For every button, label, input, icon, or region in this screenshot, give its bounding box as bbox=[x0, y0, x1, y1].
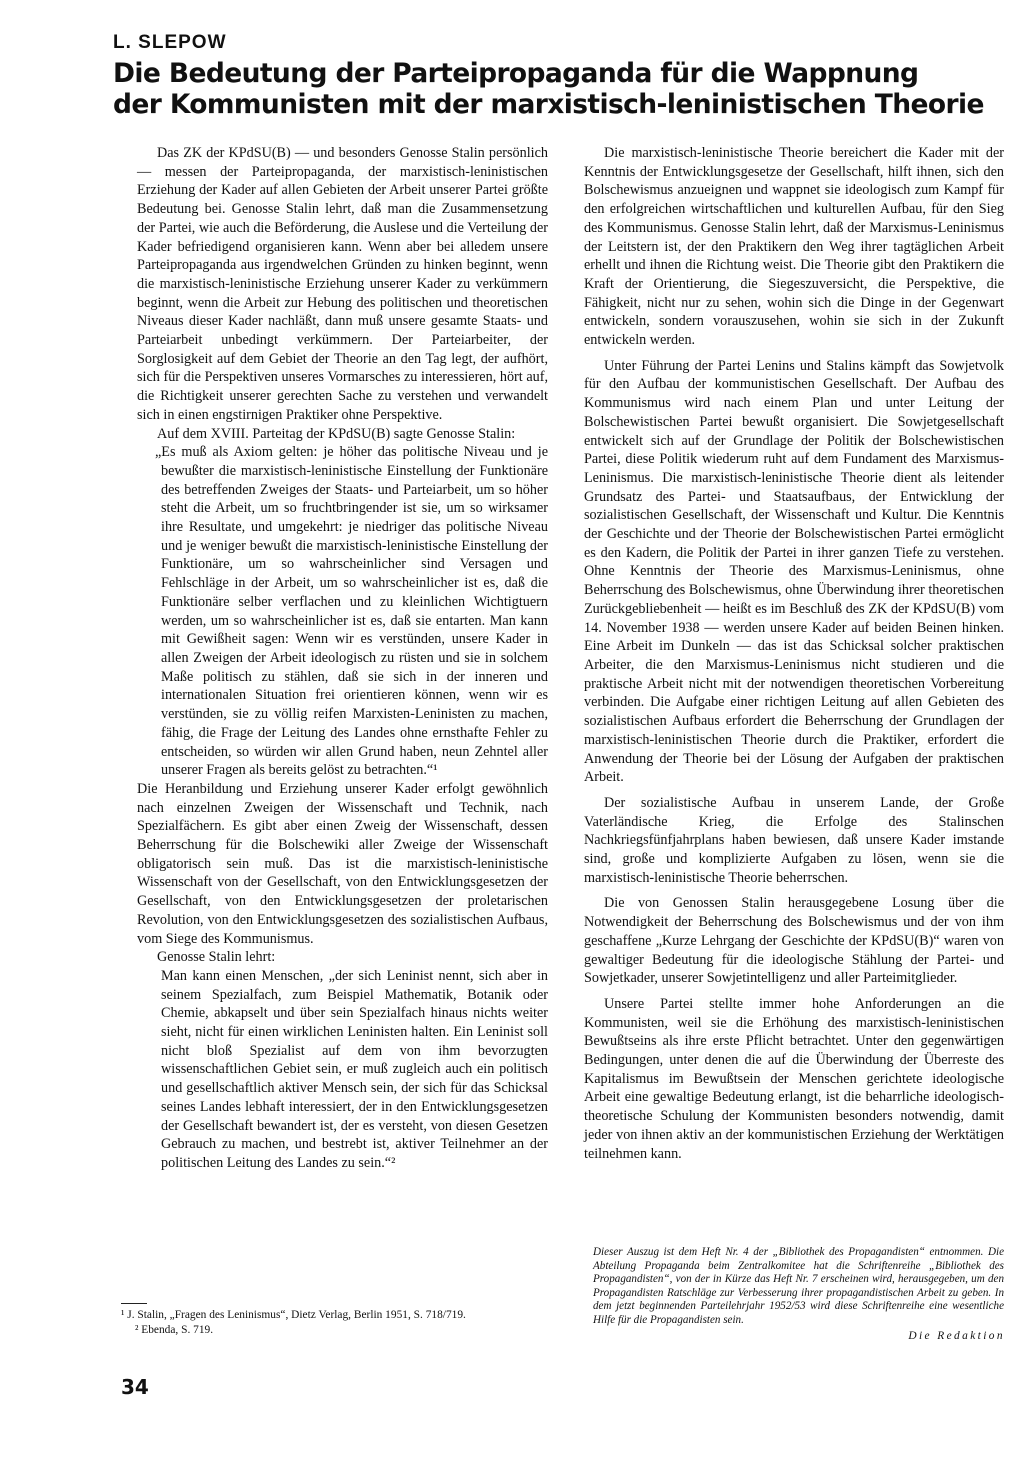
paragraph: Das ZK der KPdSU(B) — und besonders Genosse Stalin persönlich — messen der Parteipropaganda, der marxistisch-leninistischen Erziehung der Kader auf allen Gebieten der Arbeit unserer Partei größte Bedeutung bei. Genosse Stalin lehrt, daß man die Zusammensetzung der Partei, wie auch die Beförderung, die Auslese und die Verteilung der Kader befriedigend organisieren kann. Wenn aber bei alledem unsere Parteipropaganda aus irgendwelchen Gründen zu hinken beginnt, wenn die marxistisch-leninistische Erziehung unserer Kader zu verkümmern beginnt, wenn die Arbeit zur Hebung des politischen und theoretischen Niveaus dieser Kader nachläßt, dann muß unsere gesamte Staats- und Parteiarbeit unbedingt verkümmern. Der Parteiarbeiter, der Sorglosigkeit auf dem Gebiet der Theorie an den Tag legt, der aufhört, sich für die Perspektiven unseres Vormarsches zu interessieren, hört auf, die Richtigkeit unserer gerechten Sache zu verstehen und verwandelt sich in einen engstirnigen Praktiker ohne Perspektive. bbox=[137, 145, 548, 423]
paragraph: Unter Führung der Partei Lenins und Stalins kämpft das Sowjetvolk für den Aufbau der kommunistischen Gesellschaft. Der Aufbau des Kommunismus wird nach einem Plan und unter Leitung der Bolschewistischen Partei bewußt organisiert. Die Sowjetgesellschaft entwickelt sich auf der Grundlage der Politik der Bolschewistischen Partei, diese Politik wiederum ruht auf dem Fundament des Marxismus-Leninismus. Die marxistisch-leninistische Theorie dient als leitender Grundsatz des Partei- und Staatsaufbaus, der Entwicklung der sozialistischen Gesellschaft, der Wissenschaft und Kultur. Die Kenntnis der Geschichte und der Theorie der Bolschewistischen Partei ermöglicht es den Kadern, die Politik der Partei in ihrer ganzen Tiefe zu verstehen. Ohne Kenntnis der Theorie des Marxismus-Leninismus, ohne Beherrschung des Bolschewismus, ohne Überwindung ihrer theoretischen Zurückgebliebenheit — heißt es im Beschluß des ZK der KPdSU(B) vom 14. November 1938 — werden unsere Kader auf beiden Beinen hinken. Eine Arbeit im Dunkeln — das ist das Schicksal solcher praktischen Arbeiter, die den Marxismus-Leninismus nicht studieren und die praktische Arbeit nicht mit der notwendigen theoretischen Vorbereitung verbinden. Die Aufgabe einer richtigen Leitung auf allen Gebieten des sozialistischen Aufbaus erfordert die Beherrschung der Grundlagen der marxistisch-leninistischen Theorie durch die Praktiker, erfordert die Anwendung der Theorie bei der Lösung der Aufgaben der praktischen Arbeit. bbox=[584, 357, 1004, 786]
paragraph: Unsere Partei stellte immer hohe Anforderungen an die Kommunisten, weil sie die Erhöhung des marxistisch-leninistischen Bewußtseins als ihre erste Pflicht betrachtet. Unter den gegenwärtigen Bedingungen, unter denen die auf die Überwindung der Überreste des Kapitalismus im Bewußtsein der Menschen gerichtete ideologische Arbeit eine gewaltige Bedeutung erlangt, ist die beharrliche ideologisch-theoretische Schulung der Kommunisten besonders notwendig, damit jeder von ihnen aktiv an der kommunistischen Erziehung der Werktätigen teilnehmen kann. bbox=[584, 995, 1004, 1162]
right-column bbox=[584, 144, 1004, 1163]
stalin-quote-1: „Es muß als Axiom gelten: je höher das politische Niveau und je bewußter die marxistisch-leninistische Einstellung der Funktionäre des betreffenden Zweiges der Staats- und Parteiarbeit, um so höher steht die Arbeit, um so fruchtbringender ist sie, um so wirksamer ihre Resultate, und umgekehrt: je niedriger das politische Niveau und je weniger bewußt die marxistisch-leninistische Einstellung der Funktionäre, um so wahrscheinlicher sind Versagen und Fehlschläge in der Arbeit, um so wahrscheinlicher ist es, daß die Funktionäre selber verflachen und zu kleinlichen Wichtigtuern werden, um so wahrscheinlicher ist es, daß sie entarten. Man kann mit Gewißheit sagen: Wenn wir es verstünden, unsere Kader in allen Zweigen der Arbeit ideologisch zu rüsten und sie in solchem Maße politisch zu stählen, daß sie sich in der inneren und internationalen Situation frei orientieren können, wenn wir es verstünden, sie zu völlig reifen Marxisten-Leninisten zu machen, fähig, die Frage der Leitung des Landes ohne ernsthafte Fehler zu entscheiden, so würden wir allen Grund haben, neun Zehntel aller unserer Fragen als bereits gelöst zu betrachten.“¹ bbox=[155, 444, 548, 779]
article-title bbox=[113, 58, 984, 120]
footnote-rule bbox=[121, 1303, 147, 1304]
title-line-2: der Kommunisten mit der marxistisch-leninistischen Theorie bbox=[113, 89, 984, 120]
left-column bbox=[137, 144, 548, 1173]
paragraph: Die von Genossen Stalin herausgegebene Losung über die Notwendigkeit der Beherrschung des Bolschewismus und der von ihm geschaffene „Kurze Lehrgang der Geschichte der KPdSU(B)“ waren von gewaltiger Bedeutung für die ideologische Stählung der Partei- und Sowjetkader, unserer Sowjetintelligenz und aller Parteimitglieder. bbox=[584, 895, 1004, 987]
paragraph: Auf dem XVIII. Parteitag der KPdSU(B) sagte Genosse Stalin: bbox=[157, 425, 516, 442]
paragraph: Die Heranbildung und Erziehung unserer Kader erfolgt gewöhnlich nach einzelnen Zweigen der Wissenschaft und Technik, nach Spezialfächern. Es gibt aber einen Zweig der Wissenschaft, dessen Beherrschung für die Bolschewiki aller Zweige der Wissenschaft obligatorisch sein muß. Das ist die marxistisch-leninistische Wissenschaft von der Gesellschaft, von den Entwicklungsgesetzen der Gesellschaft, von den Entwicklungsgesetzen der proletarischen Revolution, von den Entwicklungsgesetzen des sozialistischen Aufbaus, vom Siege des Kommunismus. bbox=[137, 780, 548, 947]
author-name: L. SLEPOW bbox=[113, 32, 227, 53]
footnote-1: ¹ J. Stalin, „Fragen des Leninismus“, Dietz Verlag, Berlin 1951, S. 718/719. bbox=[121, 1309, 466, 1321]
editor-note: Dieser Auszug ist dem Heft Nr. 4 der „Bibliothek des Propagandisten“ entnommen. Die Abteilung Propaganda beim Zentralkomitee hat die Schriftenreihe „Bibliothek des Propagandisten“, von der in Kürze das Heft Nr. 7 erscheinen wird, herausgegeben, um den Propagandisten Ratschläge zur Verbesserung ihrer propagandistischen Arbeit zu geben. In dem jetzt beginnenden Parteilehrjahr 1952/53 wird diese Schriftenreihe eine wesentliche Hilfe für die Propagandisten sein. bbox=[593, 1246, 1004, 1326]
paragraph: Die marxistisch-leninistische Theorie bereichert die Kader mit der Kenntnis der Entwicklungsgesetze der Gesellschaft, hilft ihnen, sich den Bolschewismus anzueignen und wappnet sie ideologisch zum Kampf für den erfolgreichen wirtschaftlichen und kulturellen Aufbau, für den Sieg des Kommunismus. Genosse Stalin lehrt, daß der Marxismus-Leninismus der Leitstern ist, der den Praktikern den Weg ihrer tagtäglichen Arbeit erhellt und ihnen die Richtung weist. Die Theorie gibt den Praktikern die Kraft der Orientierung, die Siegeszuversicht, die Perspektive, die Fähigkeit, nicht nur zu sehen, wohin sich die Dinge in der Gegenwart entwickeln, sondern vorauszusehen, wohin sie sich in der Zukunft entwickeln werden. bbox=[584, 145, 1004, 349]
editorial-signature: Die Redaktion bbox=[908, 1330, 1005, 1342]
footnote-2: ² Ebenda, S. 719. bbox=[135, 1324, 214, 1336]
paragraph: Genosse Stalin lehrt: bbox=[157, 949, 276, 966]
paragraph: Der sozialistische Aufbau in unserem Lande, der Große Vaterländische Krieg, die Erfolge des Stalinschen Nachkriegsfünfjahrplans haben bewiesen, daß unsere Kader imstande sind, große und komplizierte Aufgaben zu lösen, wenn sie die marxistisch-leninistische Theorie beherrschen. bbox=[584, 794, 1004, 886]
stalin-quote-2: Man kann einen Menschen, „der sich Leninist nennt, sich aber in seinem Spezialfach, zum Beispiel Mathematik, Botanik oder Chemie, abkapselt und über sein Spezialfach hinaus nichts weiter sieht, nicht für einen wirklichen Leninisten halten. Ein Leninist soll nicht bloß Spezialist auf dem von ihm bevorzugten wissenschaftlichen Gebiet sein, er muß zugleich auch ein politisch und gesellschaftlich aktiver Mensch sein, der sich für das Schicksal seines Landes lebhaft interessiert, der in den Entwicklungsgesetzen der Gesellschaft bewandert ist, der es versteht, von diesen Gesetzen Gebrauch zu machen, und bestrebt ist, aktiver Teilnehmer an der politischen Leitung des Landes zu sein.“² bbox=[161, 967, 548, 1171]
footnotes bbox=[121, 1308, 546, 1338]
title-line-1: Die Bedeutung der Parteipropaganda für die Wappnung bbox=[113, 58, 919, 89]
page-number: 34 bbox=[121, 1375, 149, 1399]
